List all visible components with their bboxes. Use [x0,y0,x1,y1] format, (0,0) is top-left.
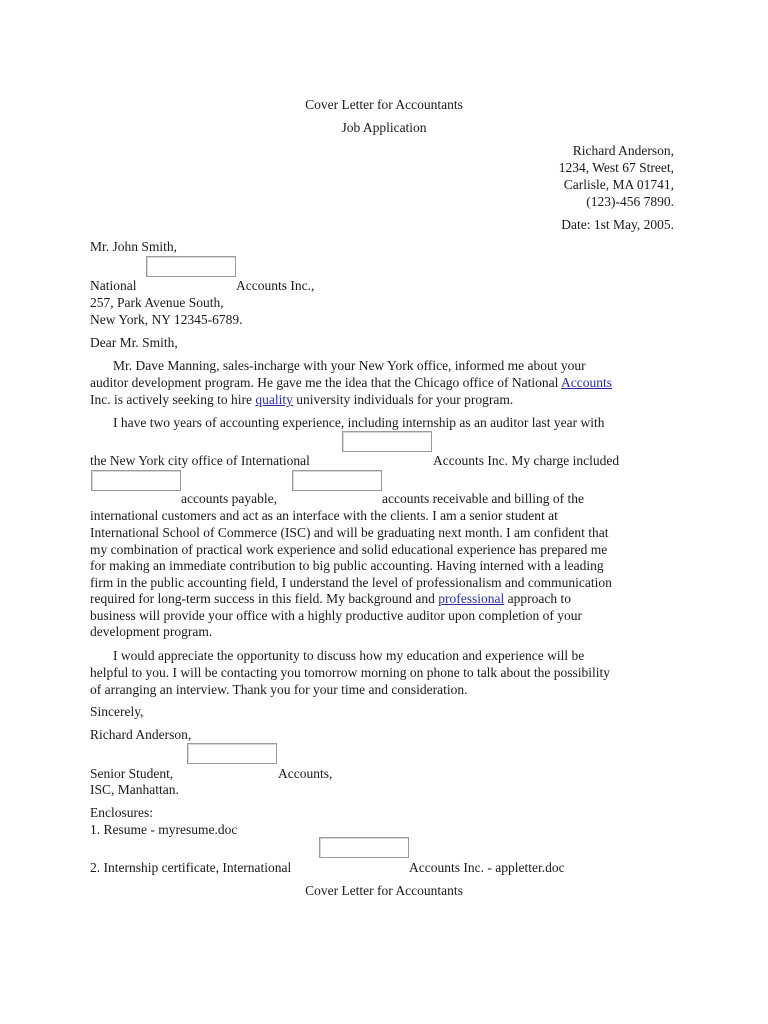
salutation: Dear Mr. Smith, [90,335,178,350]
quality-link[interactable]: quality [255,392,293,407]
enclosure-item-2-part2: Accounts Inc. - appletter.doc [409,860,565,875]
sender-street: 1234, West 67 Street, [558,160,674,175]
para1-line2 [90,374,612,391]
para2-line2-part2: Accounts Inc. My charge included [433,453,620,468]
sender-name: Richard Anderson, [572,143,674,158]
para1-line3-text: Inc. is actively seeking to hire [90,392,256,407]
para1-line2-text: auditor development program. He gave me the idea that the Chicago office of National [90,375,561,390]
para2-line1: I have two years of accounting experience, including internship as an auditor last year with [113,415,605,430]
para3-line1: I would appreciate the opportunity to discuss how my education and experience will be [113,648,585,663]
para2-line9-text: required for long-term success in this field. My background and [90,591,439,606]
placeholder-box [91,470,181,491]
footer-title: Cover Letter for Accountants [305,883,463,898]
para1-line3 [90,391,513,408]
recipient-street: 257, Park Avenue South, [90,295,224,310]
sender-phone: (123)-456 7890. [586,194,674,209]
para2-line3-part2: accounts receivable and billing of the [382,491,585,506]
para2-line4: international customers and act as an interface with the clients. I am a senior student at [90,508,558,523]
closing-title-part1: Senior Student, [90,766,174,781]
letter-date: Date: 1st May, 2005. [561,217,674,232]
para2-line7: for making an immediate contribution to big public accounting. Having interned with a leading [90,558,604,573]
recipient-city: New York, NY 12345-6789. [90,312,243,327]
accounts-link[interactable]: Accounts [560,375,612,390]
placeholder-box [187,743,277,764]
enclosures-label: Enclosures: [90,805,153,820]
para2-line11: development program. [90,624,213,639]
para2-line5: International School of Commerce (ISC) and will be graduating next month. I am confident that [90,525,609,540]
placeholder-box [292,470,382,491]
document-subtitle: Job Application [341,120,427,135]
para2-line9 [90,590,571,607]
para2-line3-part1: accounts payable, [181,491,277,506]
para1-line3-end: university individuals for your program. [292,392,514,407]
para2-line6: my combination of practical work experience and solid educational experience has prepared me [90,542,608,557]
placeholder-box [146,256,236,277]
para3-line3: of arranging an interview. Thank you for your time and consideration. [90,682,468,697]
closing-title-part2: Accounts, [278,766,333,781]
sender-city: Carlisle, MA 01741, [563,177,674,192]
document-title: Cover Letter for Accountants [305,97,463,112]
recipient-company-part1: National [90,278,137,293]
placeholder-box [319,837,409,858]
recipient-company-part2: Accounts Inc., [236,278,315,293]
closing-sincerely: Sincerely, [90,704,144,719]
enclosure-item-2-part1: 2. Internship certificate, International [90,860,292,875]
para2-line2-part1: the New York city office of International [90,453,310,468]
recipient-name: Mr. John Smith, [90,239,178,254]
placeholder-box [342,431,432,452]
professional-link[interactable]: professional [438,591,505,606]
closing-name: Richard Anderson, [90,727,192,742]
para2-line8: firm in the public accounting field, I understand the level of professionalism and communication [90,575,612,590]
para3-line2: helpful to you. I will be contacting you tomorrow morning on phone to talk about the possibility [90,665,611,680]
para2-line10: business will provide your office with a highly productive auditor upon completion of your [90,608,583,623]
closing-school: ISC, Manhattan. [90,782,179,797]
para2-line9-end: approach to [504,591,572,606]
para1-line1: Mr. Dave Manning, sales-incharge with your New York office, informed me about your [113,358,586,373]
enclosure-item-1: 1. Resume - myresume.doc [90,822,238,837]
